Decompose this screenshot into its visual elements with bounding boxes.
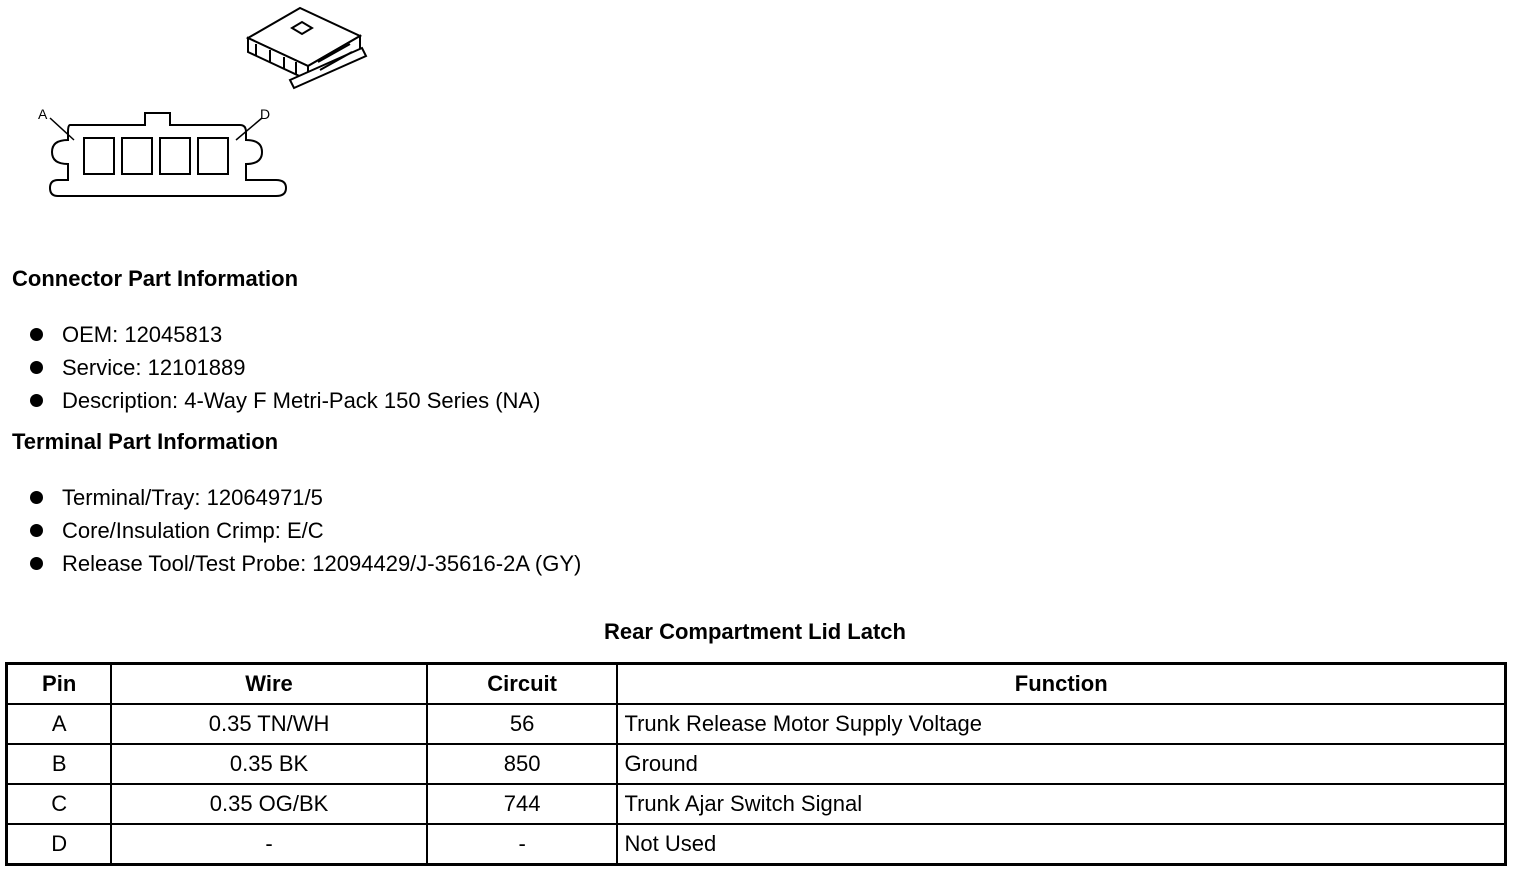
column-header-pin: Pin	[7, 664, 112, 705]
pin-cell: B	[7, 744, 112, 784]
wire-cell: -	[111, 824, 426, 865]
wire-cell: 0.35 BK	[111, 744, 426, 784]
connector-face-icon	[50, 113, 286, 196]
connector-diagram	[0, 0, 400, 215]
table-title: Rear Compartment Lid Latch	[604, 619, 906, 644]
table-header-row	[7, 664, 1506, 705]
terminal-info-heading: Terminal Part Information	[12, 429, 279, 454]
connector-info-heading: Connector Part Information	[12, 266, 299, 291]
terminal-info-list	[30, 481, 581, 580]
list-item: Service: 12101889	[30, 351, 540, 384]
bullet-icon	[30, 557, 43, 570]
list-item: Description: 4-Way F Metri-Pack 150 Series (NA)	[30, 384, 540, 417]
circuit-cell: 744	[427, 784, 618, 824]
bullet-icon	[30, 361, 43, 374]
pin-cell: C	[7, 784, 112, 824]
function-cell: Not Used	[617, 824, 1505, 865]
bullet-icon	[30, 491, 43, 504]
column-header-circuit: Circuit	[427, 664, 618, 705]
column-header-wire: Wire	[111, 664, 426, 705]
table-row	[7, 704, 1506, 744]
connector-isometric-icon	[248, 8, 366, 88]
circuit-cell: 56	[427, 704, 618, 744]
connector-info-list	[30, 318, 540, 417]
pin-d-label: D	[260, 106, 271, 122]
pinout-table	[5, 662, 1507, 866]
pin-cell: A	[7, 704, 112, 744]
table-row	[7, 744, 1506, 784]
function-cell: Ground	[617, 744, 1505, 784]
bullet-icon	[30, 328, 43, 341]
table-row	[7, 784, 1506, 824]
table-row	[7, 824, 1506, 865]
wire-cell: 0.35 OG/BK	[111, 784, 426, 824]
wire-cell: 0.35 TN/WH	[111, 704, 426, 744]
column-header-function: Function	[617, 664, 1505, 705]
circuit-cell: -	[427, 824, 618, 865]
list-item: OEM: 12045813	[30, 318, 540, 351]
list-item: Core/Insulation Crimp: E/C	[30, 514, 581, 547]
pin-a-label: A	[38, 106, 48, 122]
list-item: Terminal/Tray: 12064971/5	[30, 481, 581, 514]
function-cell: Trunk Release Motor Supply Voltage	[617, 704, 1505, 744]
pin-cell: D	[7, 824, 112, 865]
list-item: Release Tool/Test Probe: 12094429/J-35616-2A (GY)	[30, 547, 581, 580]
bullet-icon	[30, 524, 43, 537]
function-cell: Trunk Ajar Switch Signal	[617, 784, 1505, 824]
circuit-cell: 850	[427, 744, 618, 784]
bullet-icon	[30, 394, 43, 407]
